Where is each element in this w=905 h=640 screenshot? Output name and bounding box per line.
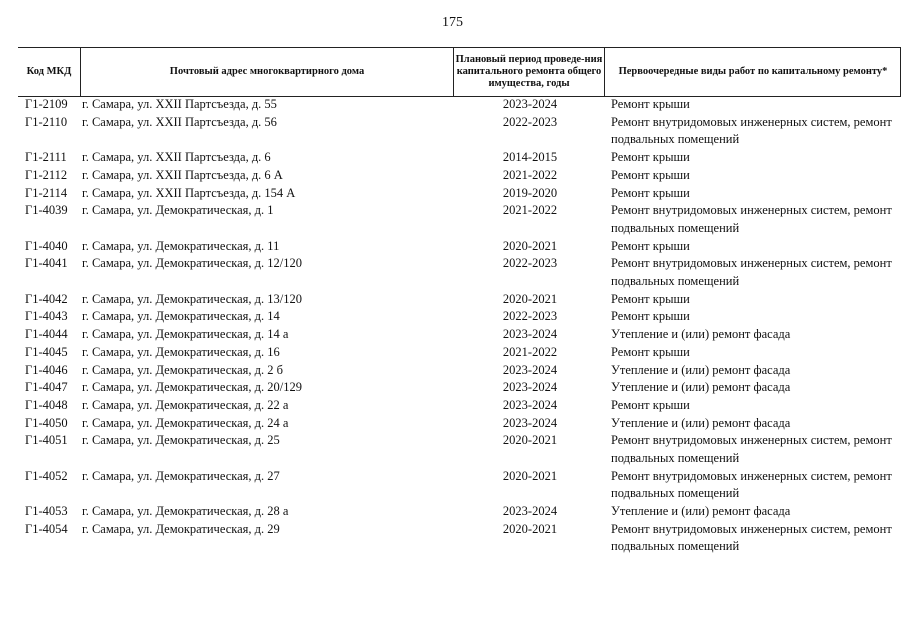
cell-works: Утепление и (или) ремонт фасада	[611, 380, 791, 395]
cell-code: Г1-4045	[25, 344, 68, 359]
cell-address: г. Самара, ул. Демократическая, д. 1	[82, 203, 274, 218]
cell-period: 2022-2023	[502, 256, 558, 271]
cell-works: Ремонт крыши	[611, 309, 690, 324]
cell-code: Г1-4039	[25, 203, 68, 218]
cell-period: 2023-2024	[502, 397, 558, 412]
cell-period: 2022-2023	[502, 309, 558, 324]
header-divider	[900, 47, 901, 96]
cell-code: Г1-4041	[25, 256, 68, 271]
cell-code: Г1-4050	[25, 415, 68, 430]
cell-works: Ремонт внутридомовых инженерных систем, ремонт подвальных помещений	[611, 203, 892, 235]
cell-period: 2020-2021	[502, 468, 558, 483]
cell-address: г. Самара, ул. XXII Партсъезда, д. 154 А	[82, 185, 296, 200]
cell-works: Ремонт крыши	[611, 238, 690, 253]
cell-period: 2021-2022	[502, 167, 558, 182]
cell-period: 2020-2021	[502, 521, 558, 536]
cell-period: 2023-2024	[502, 415, 558, 430]
cell-code: Г1-4051	[25, 433, 68, 448]
cell-code: Г1-2114	[25, 185, 68, 200]
page-number: 175	[442, 15, 463, 30]
cell-address: г. Самара, ул. Демократическая, д. 24 а	[82, 415, 289, 430]
cell-period: 2023-2024	[502, 327, 558, 342]
cell-address: г. Самара, ул. XXII Партсъезда, д. 56	[82, 114, 277, 129]
cell-code: Г1-4054	[25, 521, 68, 536]
header-works: Первоочередные виды работ по капитальному ремонту*	[618, 66, 888, 77]
cell-address: г. Самара, ул. XXII Партсъезда, д. 6	[82, 150, 271, 165]
cell-works: Ремонт крыши	[611, 397, 690, 412]
cell-period: 2019-2020	[502, 185, 558, 200]
cell-code: Г1-4044	[25, 327, 68, 342]
header-period: Плановый период проведе-ния капитального ремонта общего имущества, годы	[455, 54, 603, 89]
cell-address: г. Самара, ул. Демократическая, д. 25	[82, 433, 280, 448]
cell-address: г. Самара, ул. Демократическая, д. 27	[82, 468, 280, 483]
cell-code: Г1-2109	[25, 97, 68, 111]
cell-works: Ремонт крыши	[611, 97, 690, 111]
cell-works: Ремонт крыши	[611, 167, 690, 182]
cell-address: г. Самара, ул. Демократическая, д. 29	[82, 521, 280, 536]
cell-works: Ремонт внутридомовых инженерных систем, ремонт подвальных помещений	[611, 468, 892, 501]
cell-period: 2023-2024	[502, 97, 558, 111]
cell-address: г. Самара, ул. XXII Партсъезда, д. 6 А	[82, 167, 283, 182]
cell-period: 2021-2022	[502, 344, 558, 359]
cell-period: 2023-2024	[502, 362, 558, 377]
header-code: Код МКД	[26, 66, 72, 77]
cell-address: г. Самара, ул. Демократическая, д. 12/120	[82, 256, 303, 271]
cell-works: Утепление и (или) ремонт фасада	[611, 362, 791, 377]
cell-period: 2020-2021	[502, 238, 558, 253]
cell-works: Утепление и (или) ремонт фасада	[611, 327, 791, 342]
cell-code: Г1-4043	[25, 309, 68, 324]
header-divider	[80, 47, 81, 96]
cell-works: Утепление и (или) ремонт фасада	[611, 415, 791, 430]
cell-works: Ремонт внутридомовых инженерных систем, ремонт подвальных помещений	[611, 433, 892, 465]
cell-period: 2014-2015	[502, 150, 558, 165]
header-address: Почтовый адрес многоквартирного дома	[169, 66, 365, 77]
cell-address: г. Самара, ул. Демократическая, д. 22 а	[82, 397, 289, 412]
cell-code: Г1-2112	[25, 167, 68, 182]
cell-code: Г1-4048	[25, 397, 68, 412]
cell-code: Г1-4047	[25, 380, 68, 395]
cell-works: Ремонт крыши	[611, 150, 690, 165]
cell-code: Г1-4042	[25, 291, 68, 306]
cell-code: Г1-4052	[25, 468, 68, 483]
cell-period: 2023-2024	[502, 380, 558, 395]
header-divider	[604, 47, 605, 96]
cell-works: Ремонт крыши	[611, 185, 690, 200]
cell-code: Г1-4040	[25, 238, 68, 253]
cell-works: Ремонт внутридомовых инженерных систем, ремонт подвальных помещений	[611, 521, 892, 554]
cell-code: Г1-2110	[25, 114, 68, 129]
cell-code: Г1-2111	[25, 150, 67, 165]
cell-period: 2020-2021	[502, 291, 558, 306]
cell-code: Г1-4046	[25, 362, 68, 377]
cell-works: Ремонт крыши	[611, 344, 690, 359]
table-header	[18, 47, 901, 97]
cell-address: г. Самара, ул. Демократическая, д. 2 б	[82, 362, 284, 377]
cell-address: г. Самара, ул. XXII Партсъезда, д. 55	[82, 97, 277, 111]
cell-address: г. Самара, ул. Демократическая, д. 14 а	[82, 327, 289, 342]
cell-address: г. Самара, ул. Демократическая, д. 20/129	[82, 380, 303, 395]
cell-works: Ремонт крыши	[611, 291, 690, 306]
cell-period: 2023-2024	[502, 504, 558, 519]
cell-address: г. Самара, ул. Демократическая, д. 13/120	[82, 291, 303, 306]
cell-address: г. Самара, ул. Демократическая, д. 28 а	[82, 504, 289, 519]
cell-address: г. Самара, ул. Демократическая, д. 16	[82, 344, 280, 359]
cell-works: Ремонт внутридомовых инженерных систем, ремонт подвальных помещений	[611, 256, 892, 288]
cell-address: г. Самара, ул. Демократическая, д. 11	[82, 238, 280, 253]
cell-period: 2022-2023	[502, 114, 558, 129]
header-divider	[453, 47, 454, 96]
cell-works: Ремонт внутридомовых инженерных систем, ремонт подвальных помещений	[611, 114, 892, 147]
cell-works: Утепление и (или) ремонт фасада	[611, 504, 791, 519]
cell-code: Г1-4053	[25, 504, 68, 519]
cell-period: 2021-2022	[502, 203, 558, 218]
cell-period: 2020-2021	[502, 433, 558, 448]
cell-address: г. Самара, ул. Демократическая, д. 14	[82, 309, 280, 324]
